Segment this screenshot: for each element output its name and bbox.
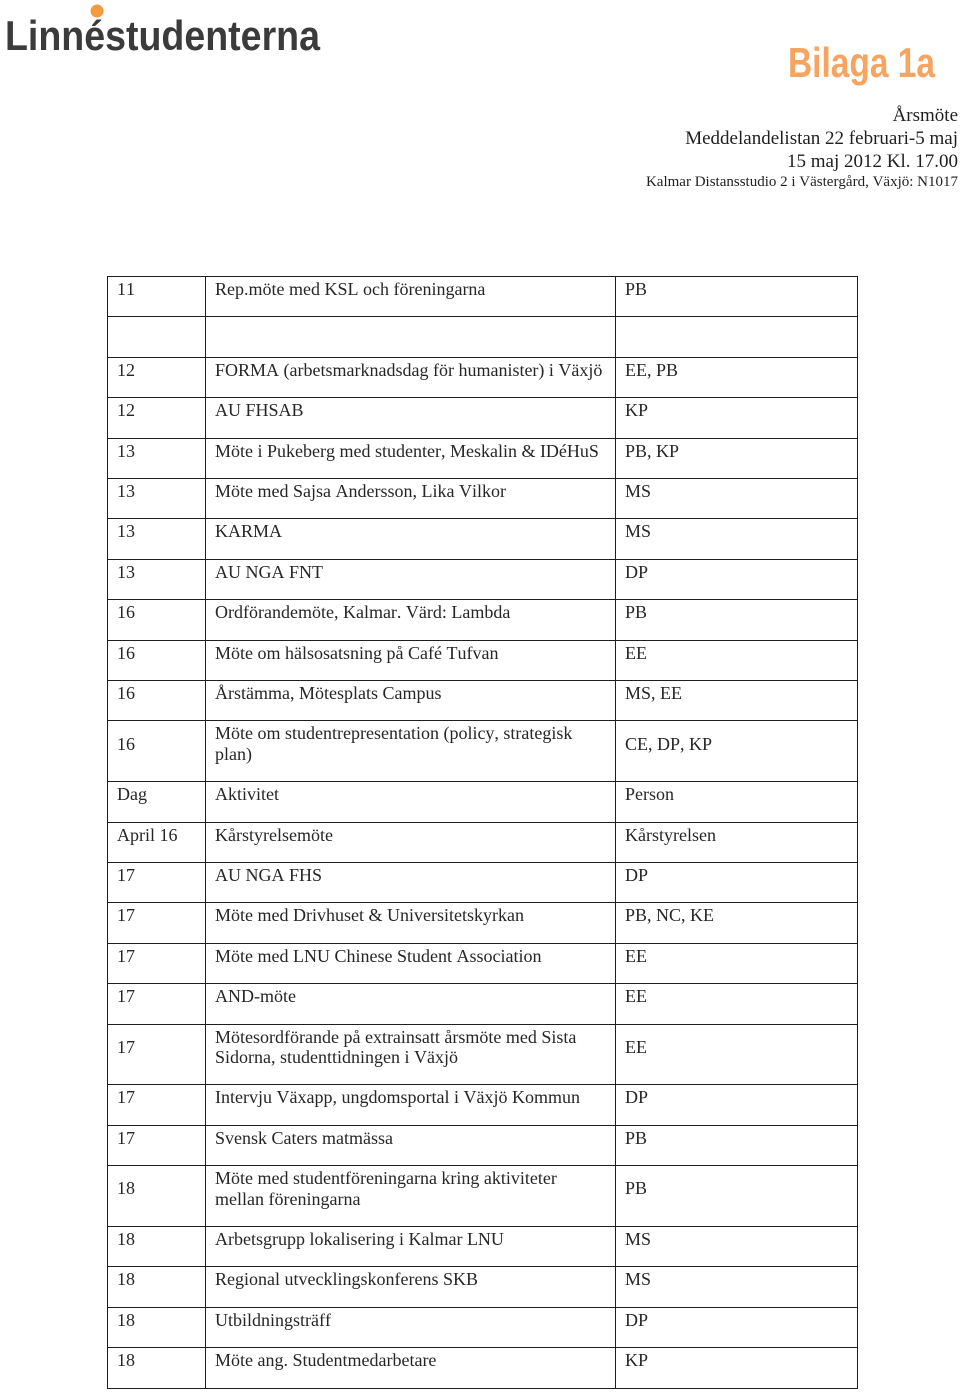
day-cell: 13 [108, 439, 206, 478]
day-cell: 17 [108, 863, 206, 902]
person-cell: MS, EE [625, 682, 683, 703]
table-row [108, 681, 857, 721]
day-cell: 17 [108, 1025, 206, 1085]
activity-cell: Möte i Pukeberg med studenter, Meskalin & IDéHuS [206, 439, 616, 478]
person-cell: KP [625, 400, 649, 421]
table-row [108, 641, 857, 681]
activity-cell: FORMA (arbetsmarknadsdag för humanister) i Växjö [206, 358, 616, 397]
day-cell: 12 [108, 398, 206, 437]
day-cell: 13 [108, 479, 206, 518]
activity-cell: Utbildningsträff [206, 1308, 616, 1347]
person-cell: Person [625, 784, 674, 805]
day-cell: 13 [108, 519, 206, 558]
person-cell: MS [625, 1229, 652, 1250]
activity-cell: Årstämma, Mötesplats Campus [206, 681, 616, 720]
day-cell: 17 [108, 903, 206, 942]
person-cell: Kårstyrelsen [625, 824, 716, 845]
table-row [108, 721, 857, 782]
header-title: Årsmöte [892, 105, 958, 126]
day-cell: 12 [108, 358, 206, 397]
day-cell: 16 [108, 600, 206, 639]
activity-cell: Möte med Sajsa Andersson, Lika Vilkor [206, 479, 616, 518]
day-cell: 17 [108, 984, 206, 1023]
person-cell: MS [625, 1269, 652, 1290]
table-row [108, 1308, 857, 1348]
table-row [108, 600, 857, 640]
table-row [108, 1267, 857, 1307]
logo [0, 0, 330, 62]
activity-cell: Möte med studentföreningarna kring aktiviteter mellan föreningarna [206, 1166, 616, 1226]
activity-cell: Intervju Växapp, ungdomsportal i Växjö Kommun [206, 1085, 616, 1124]
activity-cell: Möte om studentrepresentation (policy, strategisk plan) [206, 721, 616, 781]
activity-cell: Möte ang. Studentmedarbetare [206, 1348, 616, 1387]
table-row [108, 358, 857, 398]
activity-cell: Ordförandemöte, Kalmar. Värd: Lambda [206, 600, 616, 639]
header-datetime: 15 maj 2012 Kl. 17.00 [787, 151, 958, 172]
table-row [108, 1348, 857, 1388]
table-row [108, 1227, 857, 1267]
activity-cell: AU NGA FHS [206, 863, 616, 902]
person-cell [616, 317, 857, 356]
day-cell: 16 [108, 681, 206, 720]
table-row [108, 823, 857, 863]
activity-cell: Kårstyrelsemöte [206, 823, 616, 862]
person-cell: DP [625, 1309, 649, 1330]
day-cell: 16 [108, 641, 206, 680]
table-row [108, 277, 857, 317]
header-subtitle: Meddelandelistan 22 februari-5 maj [685, 128, 958, 149]
document-header [646, 104, 958, 192]
person-cell: EE [625, 1036, 647, 1057]
day-cell: 11 [108, 277, 206, 316]
header-location: Kalmar Distansstudio 2 i Västergård, Växjö: N1017 [645, 174, 958, 190]
person-cell: PB [625, 602, 648, 623]
table-row [108, 317, 857, 357]
person-cell: PB, NC, KE [625, 905, 715, 926]
table-row [108, 944, 857, 984]
activity-cell: Arbetsgrupp lokalisering i Kalmar LNU [206, 1227, 616, 1266]
person-cell: PB [625, 1178, 648, 1199]
person-cell: CE, DP, KP [625, 733, 713, 754]
person-cell: EE [625, 642, 647, 663]
table-row [108, 1126, 857, 1166]
activity-cell: Mötesordförande på extrainsatt årsmöte med Sista Sidorna, studenttidningen i Växjö [206, 1025, 616, 1085]
attachment-label [780, 30, 950, 94]
table-row [108, 560, 857, 600]
attachment-label-text: Bilaga 1a [788, 39, 936, 86]
day-cell: 17 [108, 1126, 206, 1165]
table-row [108, 1025, 857, 1086]
table-row [108, 1085, 857, 1125]
logo-text: Linnéstudenterna [5, 12, 321, 59]
activity-cell: AU NGA FNT [206, 560, 616, 599]
activity-cell: Aktivitet [206, 782, 616, 821]
day-cell: 18 [108, 1166, 206, 1226]
day-cell: 18 [108, 1227, 206, 1266]
person-cell: DP [625, 1087, 649, 1108]
day-cell: 17 [108, 1085, 206, 1124]
day-cell: 16 [108, 721, 206, 781]
table-row [108, 984, 857, 1024]
activity-cell: Möte med Drivhuset & Universitetskyrkan [206, 903, 616, 942]
activity-cell: Möte om hälsosatsning på Café Tufvan [206, 641, 616, 680]
person-cell: EE [625, 945, 647, 966]
day-cell [108, 317, 206, 356]
activity-cell: AU FHSAB [206, 398, 616, 437]
table-row [108, 863, 857, 903]
day-cell: 18 [108, 1308, 206, 1347]
person-cell: MS [625, 480, 652, 501]
activity-cell: AND-möte [206, 984, 616, 1023]
person-cell: PB [625, 279, 648, 299]
activity-table [107, 276, 858, 1389]
person-cell: EE [625, 986, 647, 1007]
activity-cell: Möte med LNU Chinese Student Association [206, 944, 616, 983]
person-cell: KP [625, 1350, 649, 1371]
day-cell: 18 [108, 1348, 206, 1387]
activity-cell: Regional utvecklingskonferens SKB [206, 1267, 616, 1306]
activity-cell: Rep.möte med KSL och föreningarna [206, 277, 616, 316]
table-row [108, 1166, 857, 1227]
activity-cell: Svensk Caters matmässa [206, 1126, 616, 1165]
day-cell: Dag [108, 782, 206, 821]
table-row [108, 903, 857, 943]
person-cell: DP [625, 864, 649, 885]
day-cell: 13 [108, 560, 206, 599]
person-cell: DP [625, 561, 649, 582]
day-cell: 17 [108, 944, 206, 983]
activity-cell [206, 317, 616, 356]
day-cell: 18 [108, 1267, 206, 1306]
person-cell: PB, KP [625, 440, 680, 461]
table-row [108, 398, 857, 438]
table-row [108, 782, 857, 822]
table-row [108, 479, 857, 519]
table-row [108, 519, 857, 559]
activity-cell: KARMA [206, 519, 616, 558]
person-cell: PB [625, 1127, 648, 1148]
person-cell: MS [625, 521, 652, 542]
table-row [108, 439, 857, 479]
day-cell: April 16 [108, 823, 206, 862]
person-cell: EE, PB [625, 359, 679, 380]
